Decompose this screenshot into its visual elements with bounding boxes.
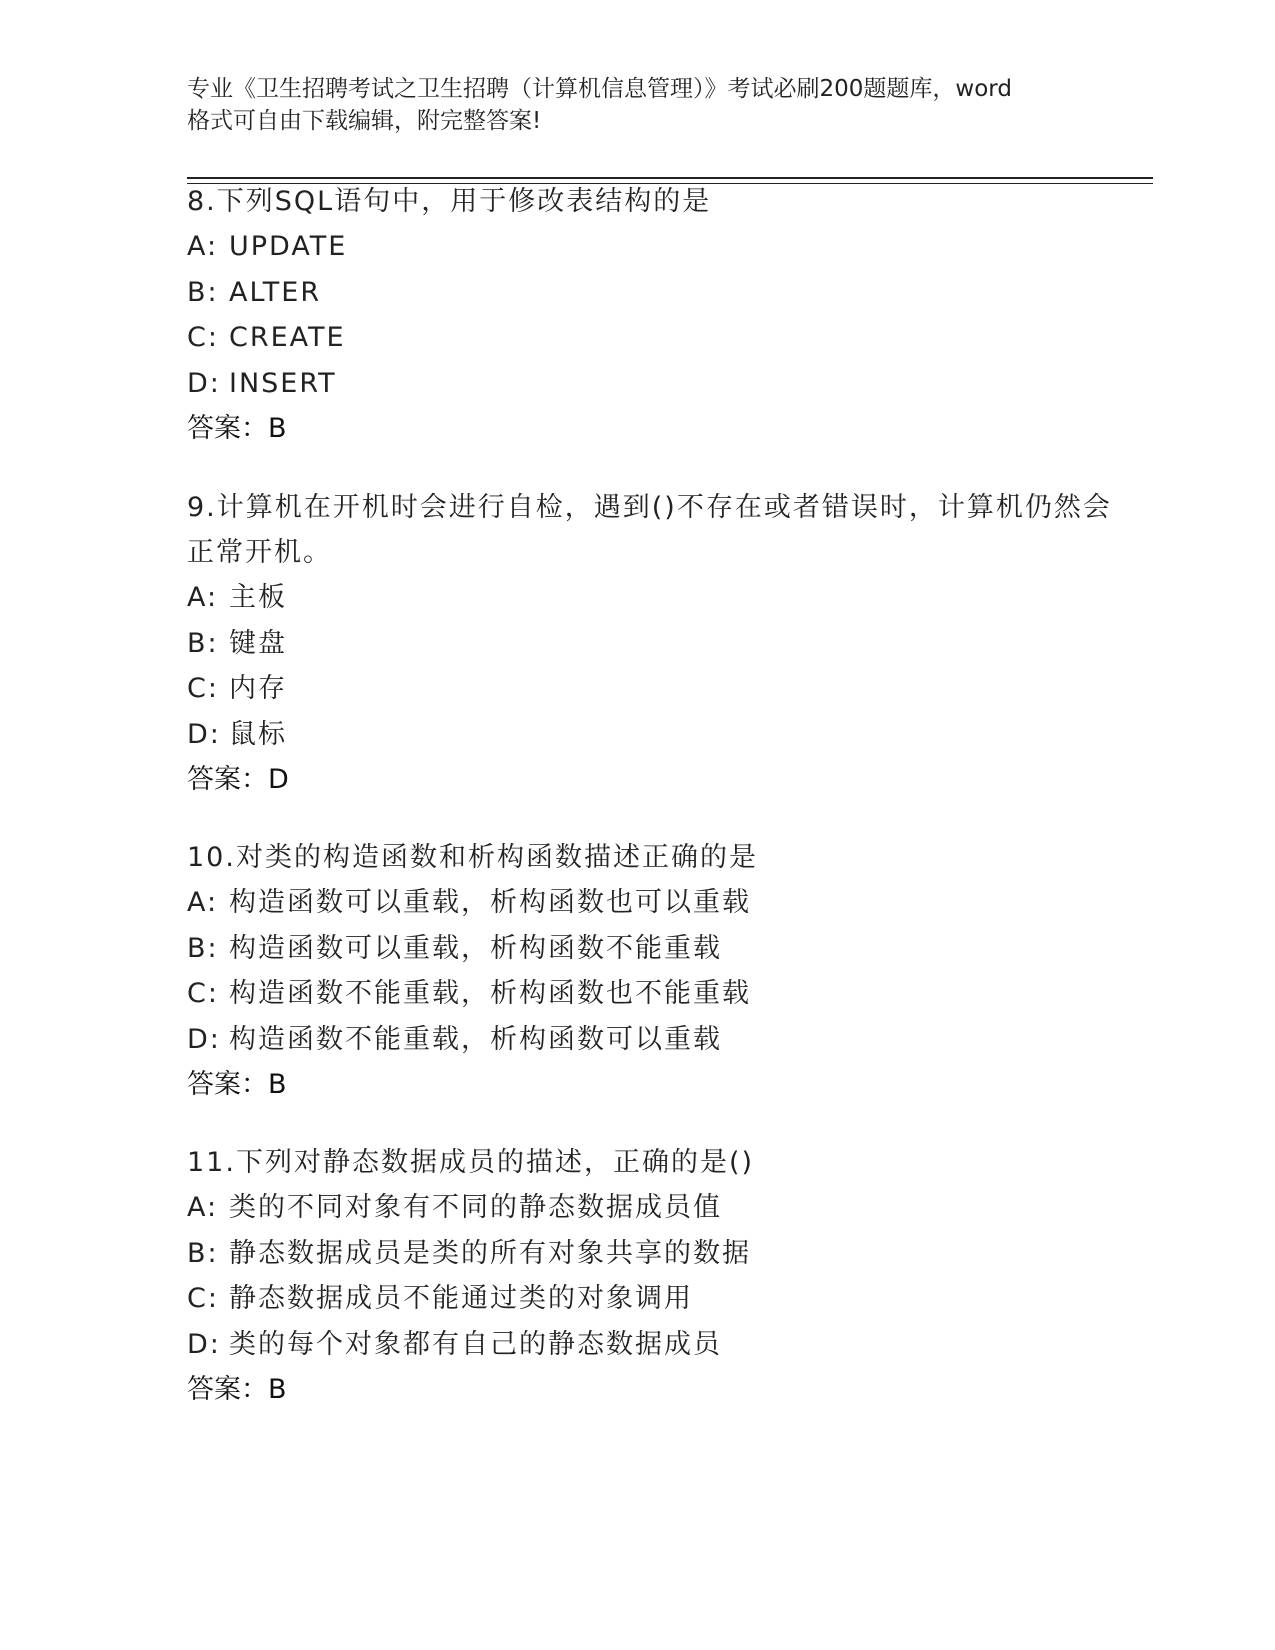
option-key: D: [187,1023,221,1055]
option-text: 构造函数不能重载，析构函数也不能重载 [229,978,751,1009]
header-line-1: 专业《卫生招聘考试之卫生招聘（计算机信息管理）》考试必刷200题题库，word [187,76,1012,102]
option-key: C: [187,1283,219,1314]
option-a [187,880,1127,926]
option-text: 构造函数可以重载，析构函数也可以重载 [229,887,751,918]
question-stem: 10.对类的构造函数和析构函数描述正确的是 [187,842,758,873]
option-key: B: [187,1237,219,1269]
answer-label: 答案： [187,764,268,795]
option-d [187,1017,1127,1063]
question-stem: 8.下列SQL语句中，用于修改表结构的是 [187,186,712,217]
option-key: B: [187,627,219,659]
option-text: 键盘 [229,627,287,659]
question-10 [187,835,1127,1108]
option-text: CREATE [229,322,346,353]
answer-label: 答案： [187,413,268,444]
question-8 [187,179,1127,452]
answer-line [187,406,1127,452]
option-c [187,971,1127,1017]
option-text: INSERT [229,367,337,399]
option-text: 类的每个对象都有自己的静态数据成员 [229,1328,722,1360]
option-key: A: [187,582,219,613]
header-line-2: 格式可自由下载编辑，附完整答案! [187,108,542,134]
option-text: 静态数据成员不能通过类的对象调用 [229,1283,693,1314]
option-a [187,224,1127,270]
answer-line [187,1367,1127,1413]
answer-value: B [268,413,287,444]
option-key: D: [187,1328,221,1360]
answer-value: D [268,764,289,795]
option-d [187,712,1127,758]
document-header [187,73,1087,137]
option-key: A: [187,231,219,262]
option-key: D: [187,367,221,399]
option-b [187,926,1127,972]
option-d [187,361,1127,407]
option-key: B: [187,276,219,308]
option-text: 鼠标 [229,718,287,750]
option-key: C: [187,322,219,353]
option-key: A: [187,887,219,918]
option-c [187,315,1127,361]
option-d [187,1322,1127,1368]
option-b [187,270,1127,316]
option-key: B: [187,932,219,964]
option-c [187,1276,1127,1322]
answer-value: B [268,1374,287,1405]
option-text: ALTER [229,276,322,308]
answer-value: B [268,1069,287,1100]
question-stem: 9.计算机在开机时会进行自检，遇到()不存在或者错误时，计算机仍然会正常开机。 [187,492,1112,568]
option-key: C: [187,978,219,1009]
option-b [187,1231,1127,1277]
option-text: UPDATE [229,231,348,262]
answer-label: 答案： [187,1069,268,1100]
question-11 [187,1140,1127,1413]
option-c [187,666,1127,712]
answer-label: 答案： [187,1374,268,1405]
answer-line [187,757,1127,803]
option-b [187,621,1127,667]
answer-line [187,1062,1127,1108]
option-key: A: [187,1192,219,1223]
option-text: 构造函数不能重载，析构函数可以重载 [229,1023,722,1055]
option-text: 内存 [229,673,287,704]
question-stem: 11.下列对静态数据成员的描述，正确的是() [187,1147,755,1178]
option-text: 构造函数可以重载，析构函数不能重载 [229,932,722,964]
option-key: C: [187,673,219,704]
option-key: D: [187,718,221,750]
question-9 [187,485,1127,803]
option-a [187,1185,1127,1231]
option-text: 静态数据成员是类的所有对象共享的数据 [229,1237,751,1269]
option-text: 主板 [229,582,287,613]
option-text: 类的不同对象有不同的静态数据成员值 [229,1192,722,1223]
option-a [187,575,1127,621]
